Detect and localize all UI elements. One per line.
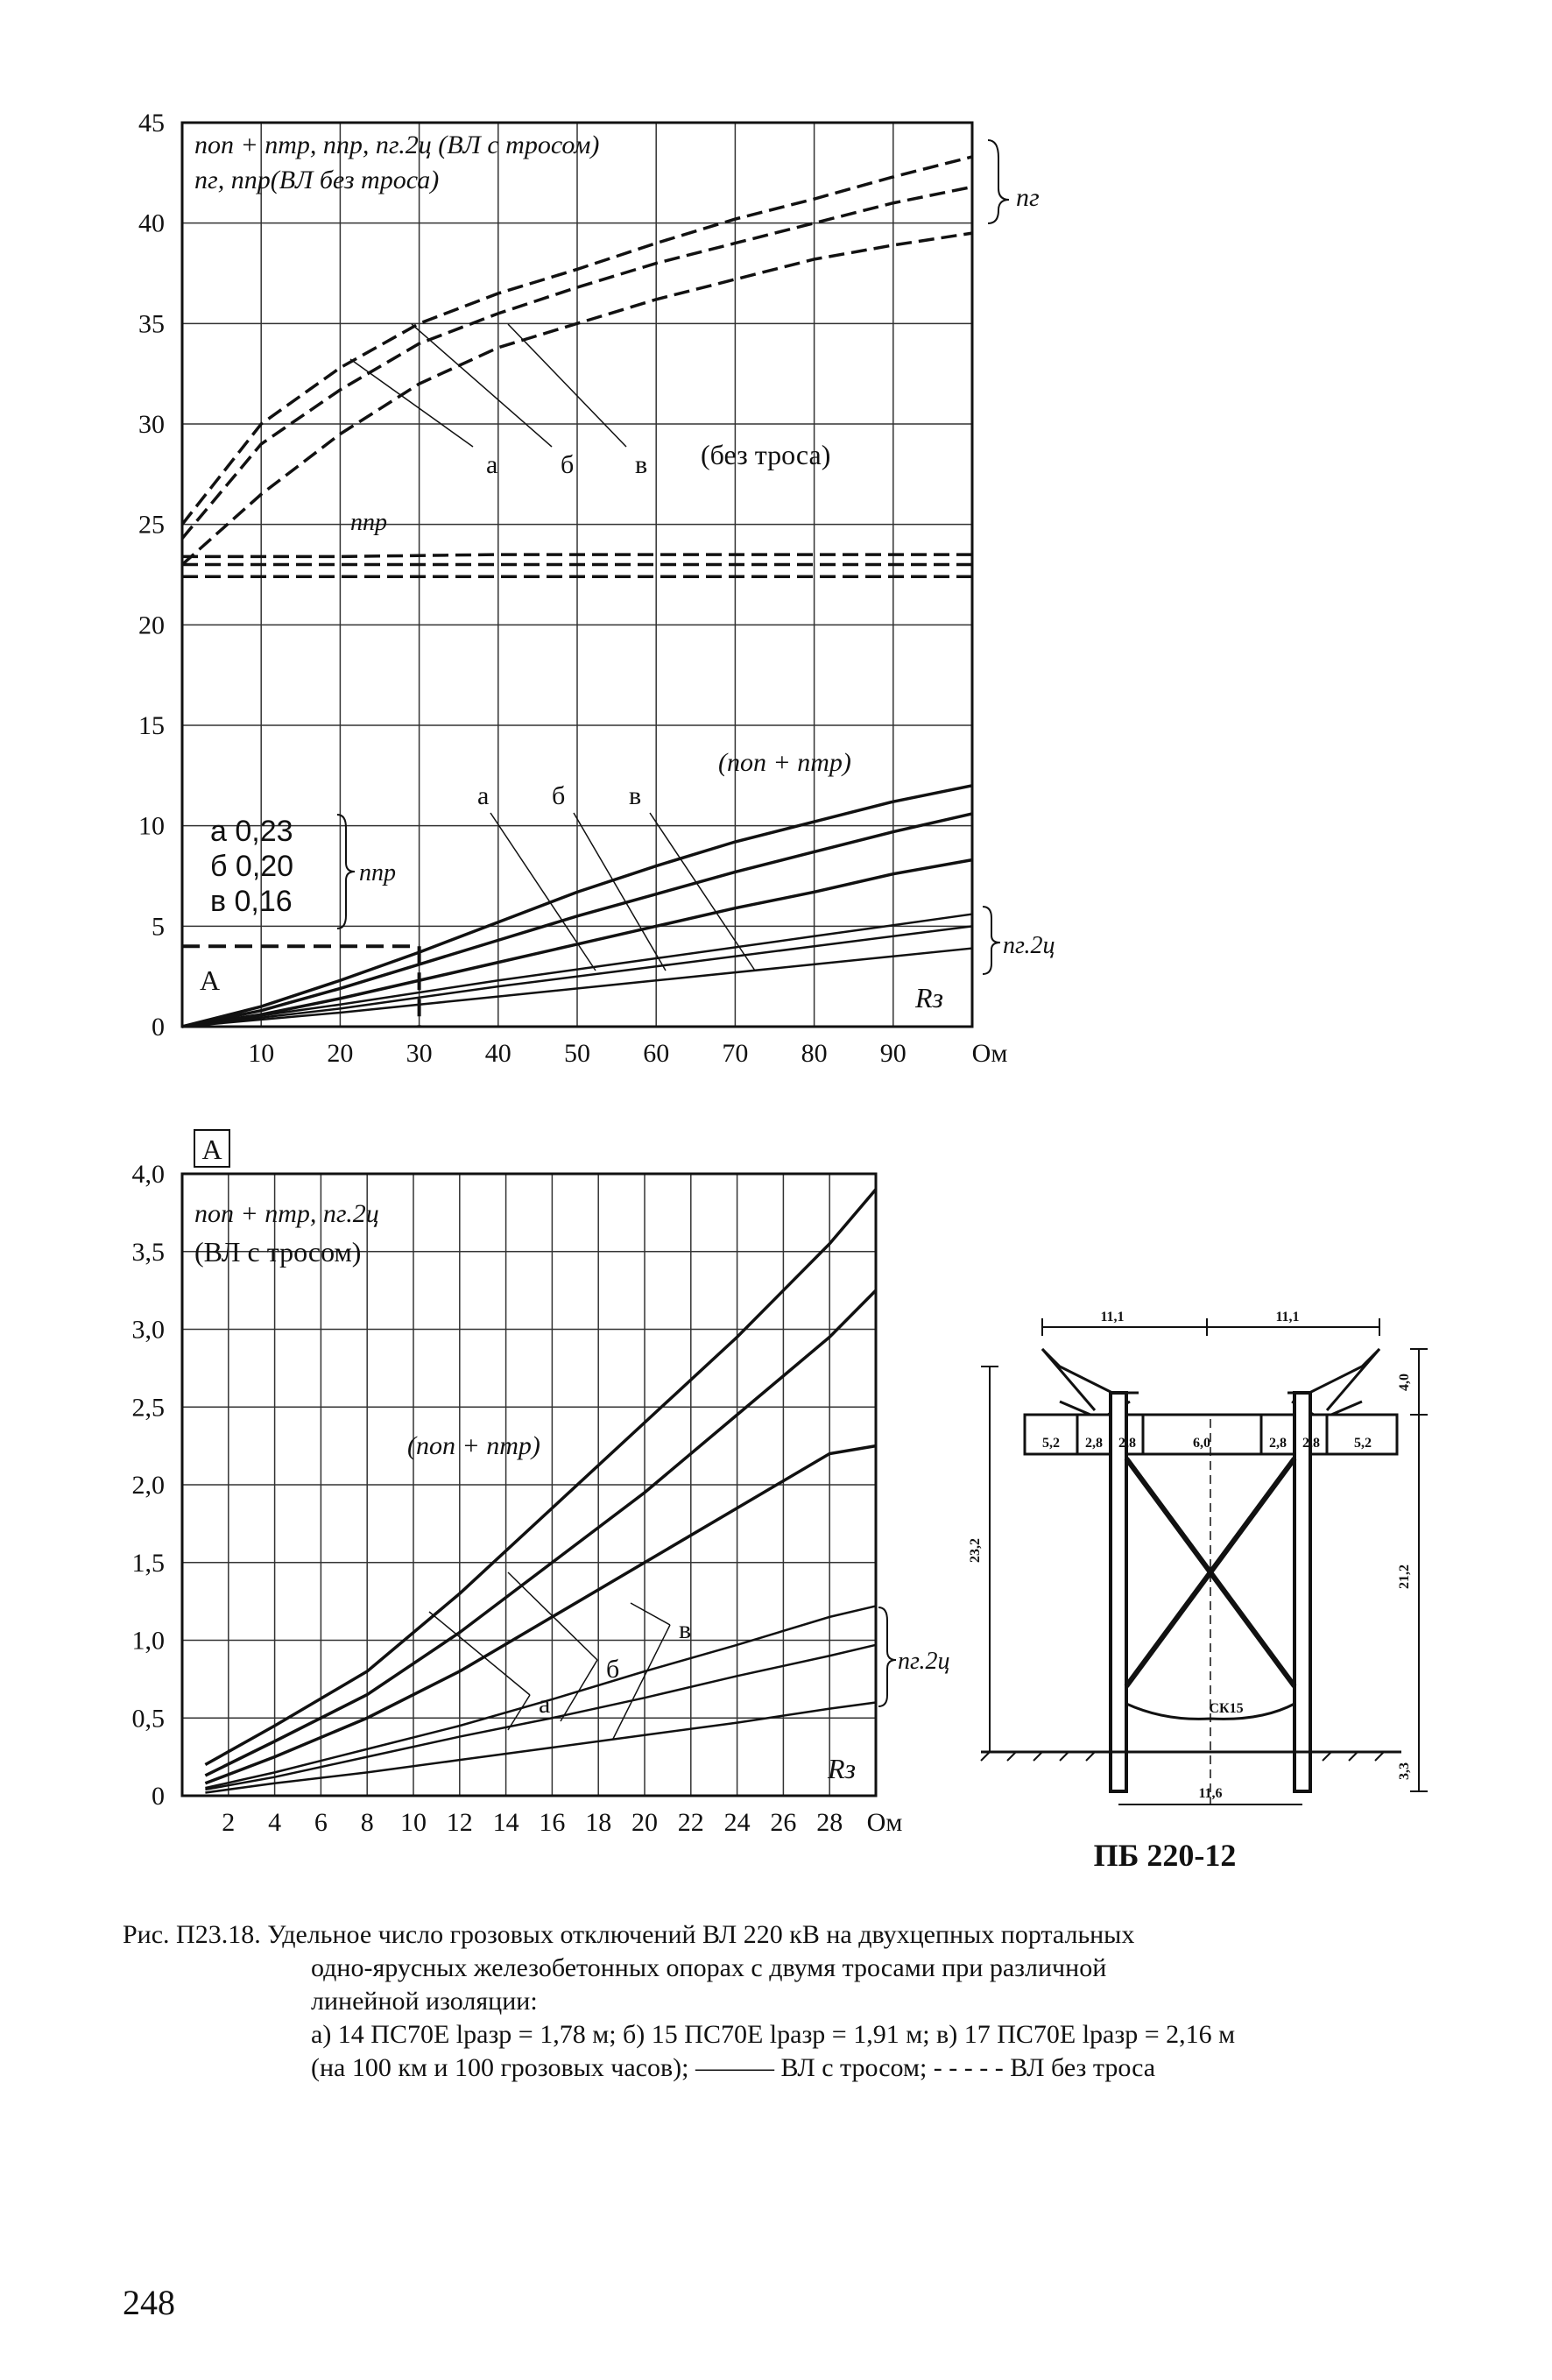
label-ng: nг	[1016, 183, 1040, 212]
figure-caption	[123, 1918, 1436, 2085]
legend-npr-row-3: в 0,16	[210, 885, 293, 918]
chart-title-line-2: (ВЛ с тросом)	[194, 1236, 362, 1268]
caption-line-1: Рис. П23.18. Удельное число грозовых отключений ВЛ 220 кВ на двухцепных портальных	[123, 1920, 1135, 1949]
tower-tie-label: СК15	[1209, 1701, 1244, 1716]
y-tick-label: 35	[138, 309, 165, 339]
x-tick-label: 22	[677, 1808, 704, 1837]
tower-dim-cross-3: 2,8	[1118, 1436, 1136, 1451]
x-tick-label: 16	[539, 1808, 566, 1837]
leader-upper-2	[412, 324, 552, 447]
y-tick-label: 2,5	[131, 1393, 165, 1423]
x-tick-label: 10	[400, 1808, 427, 1837]
leader-1	[429, 1612, 530, 1695]
label-area-A: А	[200, 964, 221, 996]
panel-label: A	[201, 1134, 222, 1165]
x-tick-label: 40	[484, 1039, 511, 1068]
x-tick-label: Ом	[971, 1039, 1008, 1068]
leader-5	[631, 1603, 670, 1625]
x-tick-label: 90	[879, 1039, 907, 1068]
leader-upper-1	[350, 359, 473, 447]
chart-title-line-2: nг, nпр(ВЛ без троса)	[194, 166, 440, 194]
tower-dim-top-height: 4,0	[1397, 1374, 1412, 1391]
x-tick-label: 20	[631, 1808, 658, 1837]
tower-labels	[968, 1310, 1412, 1801]
y-tick-label: 25	[138, 510, 165, 540]
leader-6	[613, 1625, 670, 1739]
x-tick-label: 14	[492, 1808, 519, 1837]
x-tick-label: 30	[406, 1039, 433, 1068]
label-no-rope: (без троса)	[701, 439, 831, 470]
legend-npr-label: nпр	[359, 859, 396, 886]
series-nsum-3	[205, 1446, 876, 1783]
y-tick-label: 30	[138, 410, 165, 439]
axis-label-R: Rз	[915, 982, 944, 1013]
x-tick-label: 50	[564, 1039, 590, 1068]
label-nsum: (nоп + nтр)	[718, 748, 851, 777]
tower-dim-cross-7: 5,2	[1354, 1436, 1372, 1451]
caption-line-5: (на 100 км и 100 грозовых часов); ——— ВЛ с тросом; - - - - - ВЛ без троса	[311, 2053, 1156, 2082]
leader-lower-2	[574, 813, 666, 971]
y-tick-label: 3,5	[131, 1237, 165, 1267]
chart-upper	[138, 109, 1055, 1068]
y-tick-label: 2,0	[131, 1471, 165, 1500]
y-tick-label: 4,0	[131, 1160, 165, 1189]
x-tick-label: Ом	[866, 1808, 903, 1837]
x-tick-label: 2	[222, 1808, 236, 1837]
x-tick-label: 4	[268, 1808, 282, 1837]
y-tick-label: 3,0	[131, 1315, 165, 1345]
label-a-upper: а	[486, 450, 498, 479]
series-nsum-1	[205, 1190, 876, 1765]
y-tick-label: 20	[138, 611, 165, 640]
label-v-lower: в	[629, 781, 642, 810]
y-tick-label: 40	[138, 208, 165, 238]
tower-dim-height-right: 21,2	[1397, 1564, 1412, 1589]
label-b-lower: б	[552, 781, 566, 810]
tower-dim-base: 11,6	[1198, 1786, 1223, 1801]
tower-dim-cross-1: 5,2	[1042, 1436, 1060, 1451]
page-number: 248	[123, 2283, 175, 2322]
legend-npr-row-1: а 0,23	[210, 815, 293, 848]
label-b-upper: б	[561, 450, 575, 479]
tower-dim-bottom-right: 3,3	[1397, 1762, 1412, 1780]
label-n2c: nг.2ц	[898, 1648, 950, 1675]
x-tick-label: 18	[585, 1808, 612, 1837]
label-nsum: (nоп + nтр)	[407, 1431, 540, 1460]
caption-line-3: линейной изоляции:	[311, 1987, 538, 2016]
y-tick-label: 0,5	[131, 1704, 165, 1734]
y-tick-label: 5	[152, 912, 165, 942]
x-tick-label: 12	[446, 1808, 473, 1837]
label-a: а	[539, 1690, 551, 1719]
x-tick-label: 10	[248, 1039, 275, 1068]
label-a-lower: а	[477, 781, 490, 810]
label-n2c: nг.2ц	[1003, 932, 1055, 959]
caption-line-2: одно-ярусных железобетонных опорах с двумя тросами при различной	[311, 1953, 1107, 1982]
y-tick-label: 0	[152, 1013, 165, 1042]
label-v: в	[679, 1615, 692, 1644]
n2c-brace	[983, 907, 1000, 974]
label-npr: nпр	[350, 509, 387, 536]
tower-dim-cross-5: 2,8	[1269, 1436, 1287, 1451]
x-tick-label: 80	[801, 1039, 828, 1068]
leader-upper-3	[508, 324, 626, 447]
tower-dim-cross-4: 6,0	[1193, 1436, 1210, 1451]
x-tick-label: 70	[722, 1039, 749, 1068]
tower-dim-height-left: 23,2	[968, 1538, 983, 1563]
y-tick-label: 1,0	[131, 1626, 165, 1656]
label-v-upper: в	[635, 450, 648, 479]
tower-dim-cross-6: 2,8	[1302, 1436, 1320, 1451]
chart-title-line-1: nоп + nтр, nг.2ц	[194, 1199, 379, 1228]
x-tick-label: 26	[770, 1808, 797, 1837]
tower-dim-cross-2: 2,8	[1085, 1436, 1103, 1451]
legend-npr-row-2: б 0,20	[210, 850, 294, 883]
label-b: б	[606, 1655, 620, 1684]
n2c-brace	[878, 1607, 896, 1706]
ng-brace	[988, 140, 1009, 223]
x-tick-label: 6	[314, 1808, 328, 1837]
x-tick-label: 8	[360, 1808, 374, 1837]
y-tick-label: 10	[138, 811, 165, 841]
chart-title-line-1: nоп + nтр, nпр, nг.2ц (ВЛ с тросом)	[194, 131, 600, 159]
x-tick-label: 60	[643, 1039, 670, 1068]
axis-label-R: Rз	[828, 1753, 857, 1784]
tower-drawing	[981, 1318, 1428, 1804]
x-tick-label: 24	[723, 1808, 751, 1837]
chart-lower	[132, 1130, 950, 1837]
tower-name: ПБ 220-12	[1093, 1838, 1237, 1873]
x-tick-label: 28	[816, 1808, 843, 1837]
y-tick-label: 45	[138, 109, 165, 138]
tower-dim-top-right: 11,1	[1275, 1310, 1300, 1324]
y-tick-label: 1,5	[131, 1548, 165, 1578]
y-tick-label: 0	[152, 1782, 165, 1811]
y-tick-label: 15	[138, 711, 165, 740]
x-tick-label: 20	[327, 1039, 354, 1068]
tower-dim-top-left: 11,1	[1100, 1310, 1125, 1324]
caption-line-4: а) 14 ПС70Е lразр = 1,78 м; б) 15 ПС70Е lразр = 1,91 м; в) 17 ПС70Е lразр = 2,16 м	[311, 2020, 1236, 2049]
